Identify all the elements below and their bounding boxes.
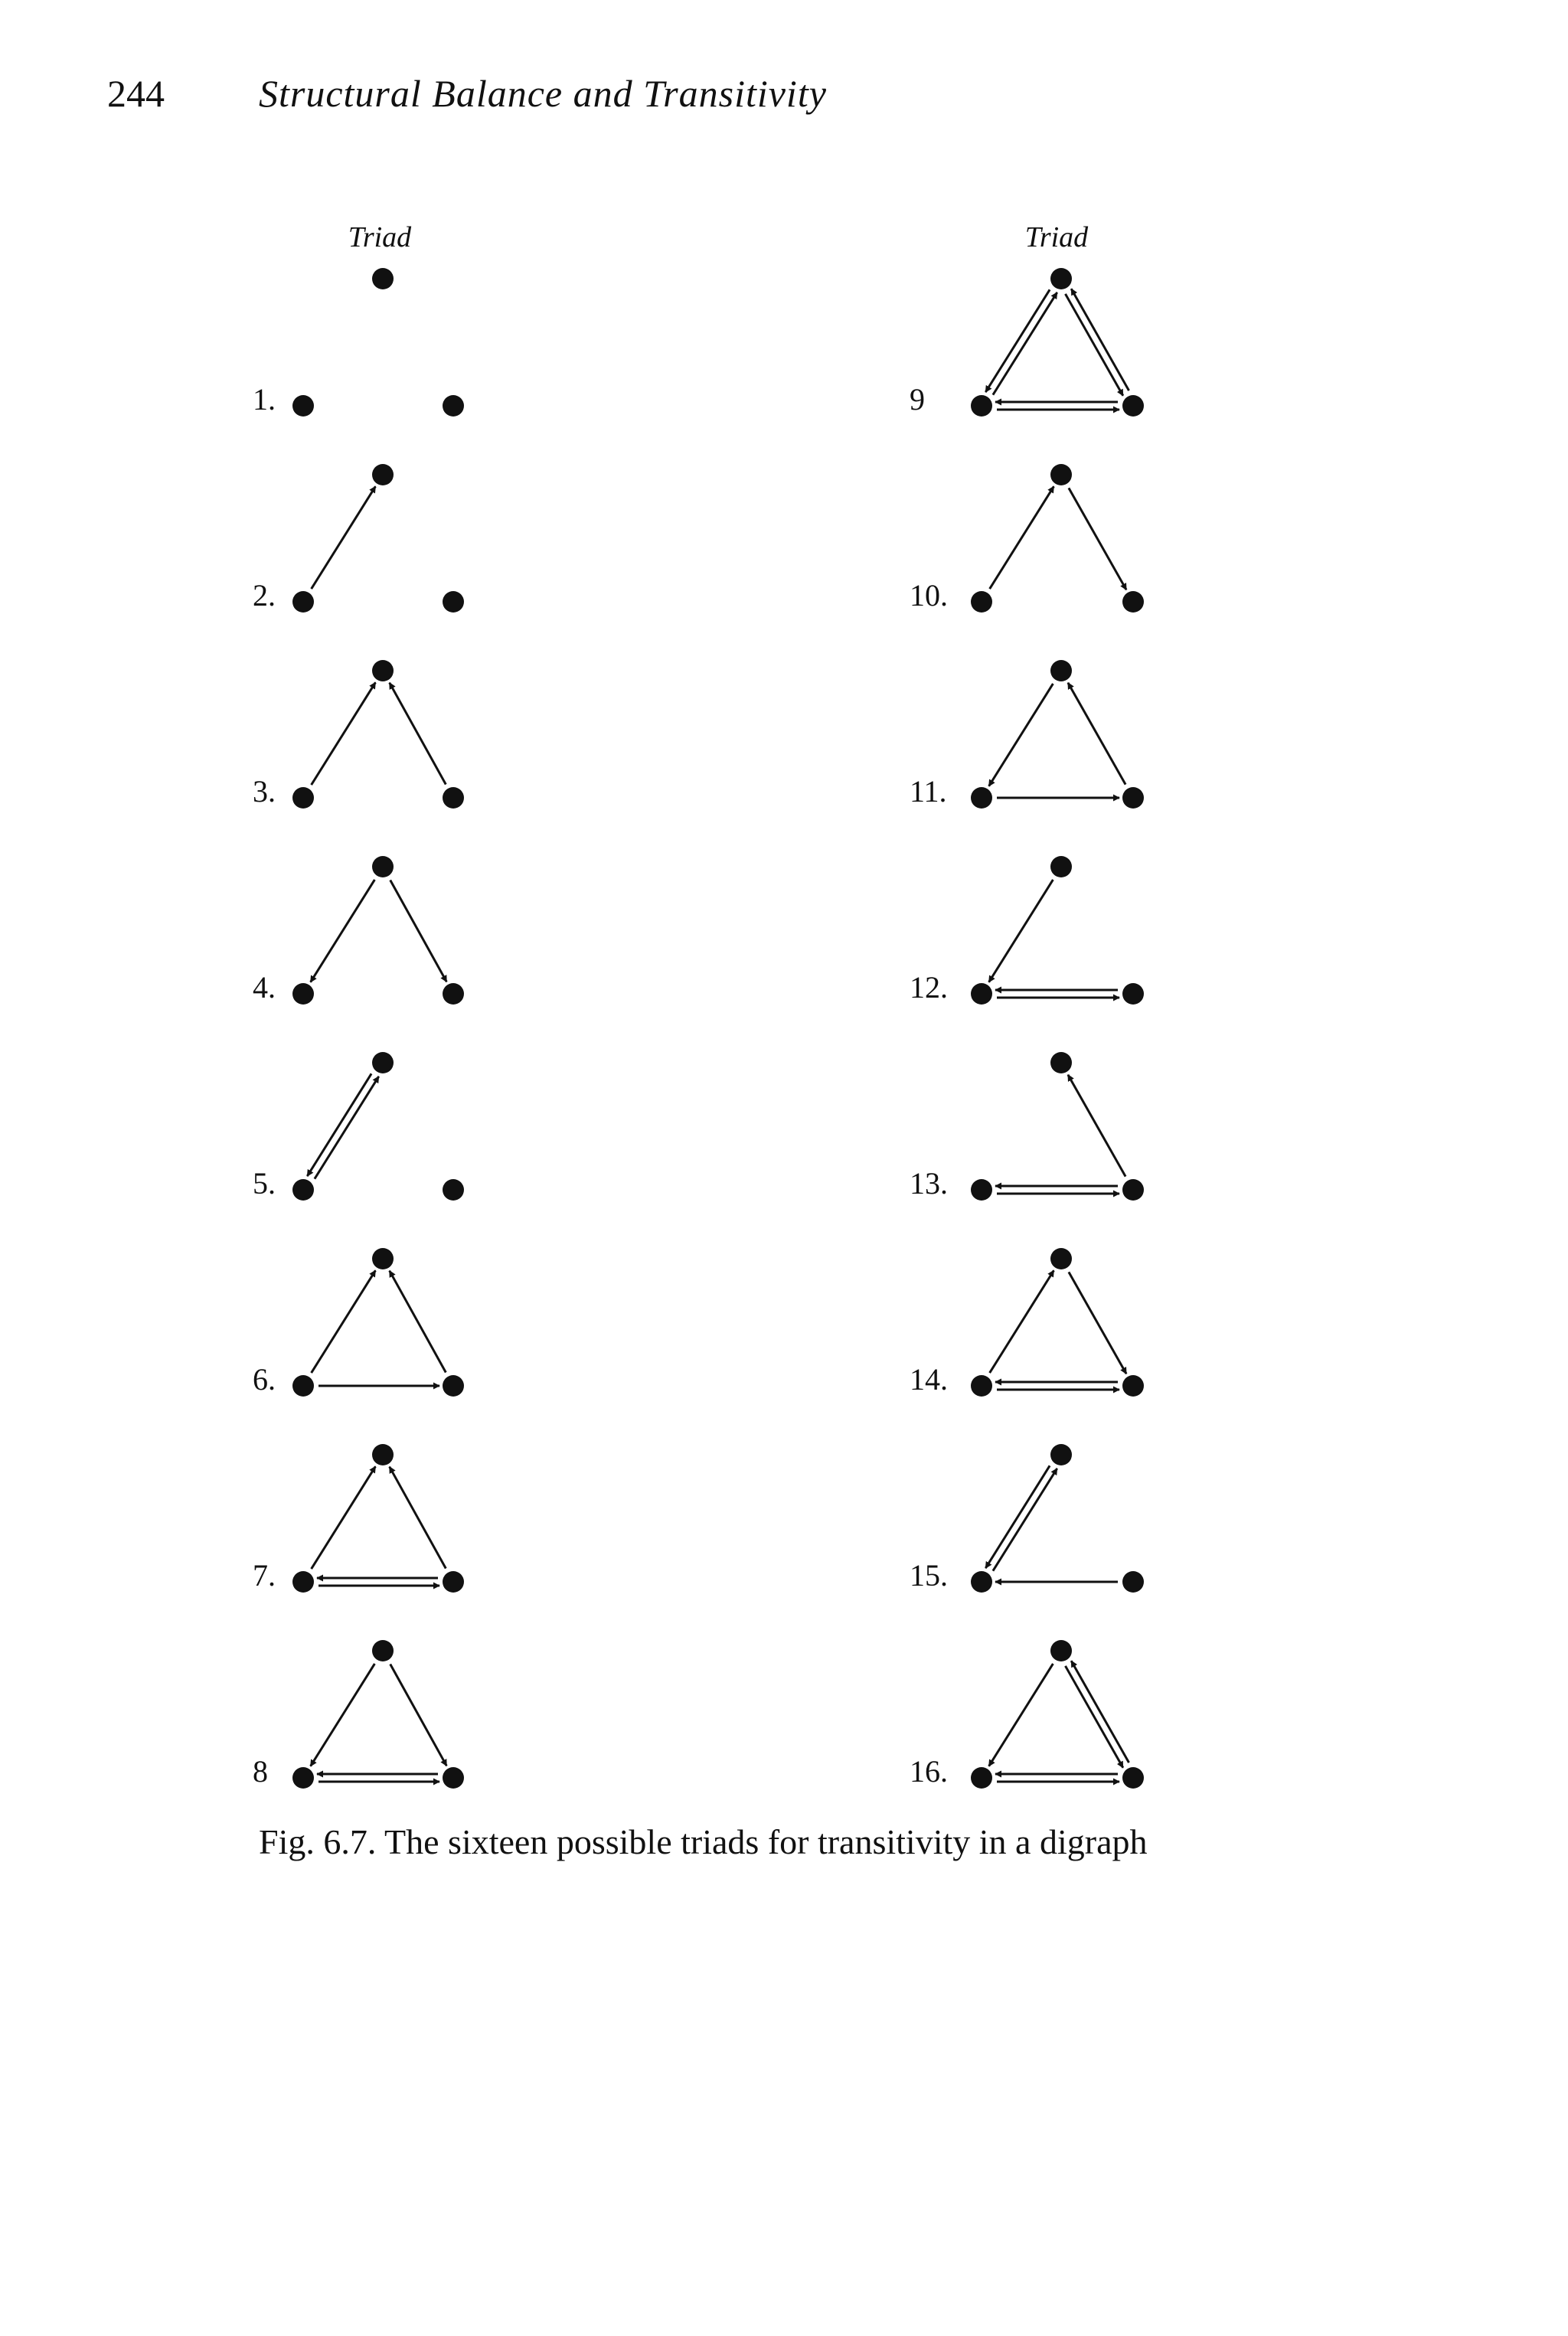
- triad-5-right-node: [443, 1179, 464, 1201]
- page-number: 244: [107, 72, 165, 115]
- triad-9-arrow-t-to-bl: [985, 289, 1050, 392]
- figure-caption: Fig. 6.7. The sixteen possible triads for transitivity in a digraph: [259, 1822, 1148, 1861]
- triad-15-top-node: [1050, 1444, 1072, 1465]
- triad-12-arrow-t-to-bl: [989, 880, 1054, 982]
- running-title: Structural Balance and Transitivity: [259, 72, 827, 115]
- triad-4-arrow-t-to-bl: [311, 880, 375, 982]
- triad-13-top-node: [1050, 1052, 1072, 1073]
- triad-label-8: 8: [253, 1754, 268, 1789]
- column-head-left: Triad: [348, 221, 412, 253]
- triad-1-top-node: [372, 268, 394, 289]
- triad-11-right-node: [1122, 787, 1144, 809]
- triad-label-14: 14.: [910, 1362, 948, 1397]
- triad-16-arrow-br-to-t: [1071, 1661, 1129, 1763]
- triad-15-right-node: [1122, 1571, 1144, 1593]
- triad-9-top-node: [1050, 268, 1072, 289]
- triad-13-left-node: [971, 1179, 992, 1201]
- triad-12-right-node: [1122, 983, 1144, 1005]
- triad-10-arrow-bl-to-t: [990, 486, 1054, 589]
- triad-3-arrow-bl-to-t: [312, 682, 376, 785]
- triad-9-left-node: [971, 395, 992, 417]
- triad-label-6: 6.: [253, 1362, 276, 1397]
- triad-label-11: 11.: [910, 774, 947, 809]
- triad-7-arrow-br-to-t: [390, 1467, 446, 1569]
- column-head-right: Triad: [1024, 221, 1089, 253]
- triad-4-top-node: [372, 856, 394, 877]
- triad-2-arrow-bl-to-t: [312, 486, 376, 589]
- triad-label-7: 7.: [253, 1558, 276, 1593]
- triad-16-left-node: [971, 1767, 992, 1789]
- triad-14-left-node: [971, 1375, 992, 1397]
- triad-label-4: 4.: [253, 970, 276, 1005]
- triad-16-arrow-t-to-bl: [989, 1664, 1054, 1766]
- triad-5-top-node: [372, 1052, 394, 1073]
- triad-label-2: 2.: [253, 578, 276, 613]
- triad-label-9: 9: [910, 382, 925, 417]
- triad-11-top-node: [1050, 660, 1072, 681]
- triad-label-15: 15.: [910, 1558, 948, 1593]
- triad-6-top-node: [372, 1248, 394, 1269]
- triad-6-arrow-br-to-t: [390, 1271, 446, 1373]
- triad-4-right-node: [443, 983, 464, 1005]
- triad-10-arrow-t-to-br: [1069, 488, 1126, 590]
- triad-14-top-node: [1050, 1248, 1072, 1269]
- triad-3-right-node: [443, 787, 464, 809]
- triad-6-right-node: [443, 1375, 464, 1397]
- triad-2-right-node: [443, 591, 464, 613]
- triad-label-16: 16.: [910, 1754, 948, 1789]
- triad-16-right-node: [1122, 1767, 1144, 1789]
- triad-8-top-node: [372, 1640, 394, 1661]
- triad-14-right-node: [1122, 1375, 1144, 1397]
- triad-11-left-node: [971, 787, 992, 809]
- triad-4-arrow-t-to-br: [390, 880, 447, 982]
- triad-8-right-node: [443, 1767, 464, 1789]
- triad-13-arrow-br-to-t: [1068, 1075, 1125, 1177]
- triad-8-arrow-t-to-bl: [311, 1664, 375, 1766]
- triad-5-arrow-t-to-bl: [307, 1073, 371, 1176]
- triad-10-top-node: [1050, 464, 1072, 485]
- triad-16-arrow-t-to-br: [1066, 1666, 1123, 1768]
- triad-9-arrow-t-to-br: [1066, 294, 1123, 396]
- triad-label-5: 5.: [253, 1166, 276, 1201]
- triad-9-arrow-br-to-t: [1071, 289, 1129, 390]
- triad-16-top-node: [1050, 1640, 1072, 1661]
- triad-label-13: 13.: [910, 1166, 948, 1201]
- triad-label-1: 1.: [253, 382, 276, 417]
- triad-7-top-node: [372, 1444, 394, 1465]
- triad-5-arrow-bl-to-t: [315, 1077, 379, 1179]
- triad-15-left-node: [971, 1571, 992, 1593]
- triad-12-top-node: [1050, 856, 1072, 877]
- triad-10-right-node: [1122, 591, 1144, 613]
- triad-label-3: 3.: [253, 774, 276, 809]
- triad-2-top-node: [372, 464, 394, 485]
- triad-9-arrow-bl-to-t: [993, 292, 1057, 395]
- triad-6-arrow-bl-to-t: [312, 1270, 376, 1373]
- triad-3-arrow-br-to-t: [390, 683, 446, 785]
- triad-label-12: 12.: [910, 970, 948, 1005]
- triad-11-arrow-br-to-t: [1068, 683, 1125, 785]
- triad-label-10: 10.: [910, 578, 948, 613]
- triad-13-right-node: [1122, 1179, 1144, 1201]
- triad-7-right-node: [443, 1571, 464, 1593]
- triad-3-top-node: [372, 660, 394, 681]
- triad-1-right-node: [443, 395, 464, 417]
- triad-8-arrow-t-to-br: [390, 1665, 447, 1766]
- triad-11-arrow-t-to-bl: [989, 684, 1054, 786]
- triad-9-right-node: [1122, 395, 1144, 417]
- triad-10-left-node: [971, 591, 992, 613]
- triad-14-arrow-bl-to-t: [990, 1270, 1054, 1373]
- triad-15-arrow-bl-to-t: [993, 1469, 1057, 1571]
- triad-15-arrow-t-to-bl: [985, 1465, 1050, 1568]
- triad-7-arrow-bl-to-t: [312, 1466, 376, 1569]
- triad-14-arrow-t-to-br: [1069, 1272, 1126, 1374]
- triad-12-left-node: [971, 983, 992, 1005]
